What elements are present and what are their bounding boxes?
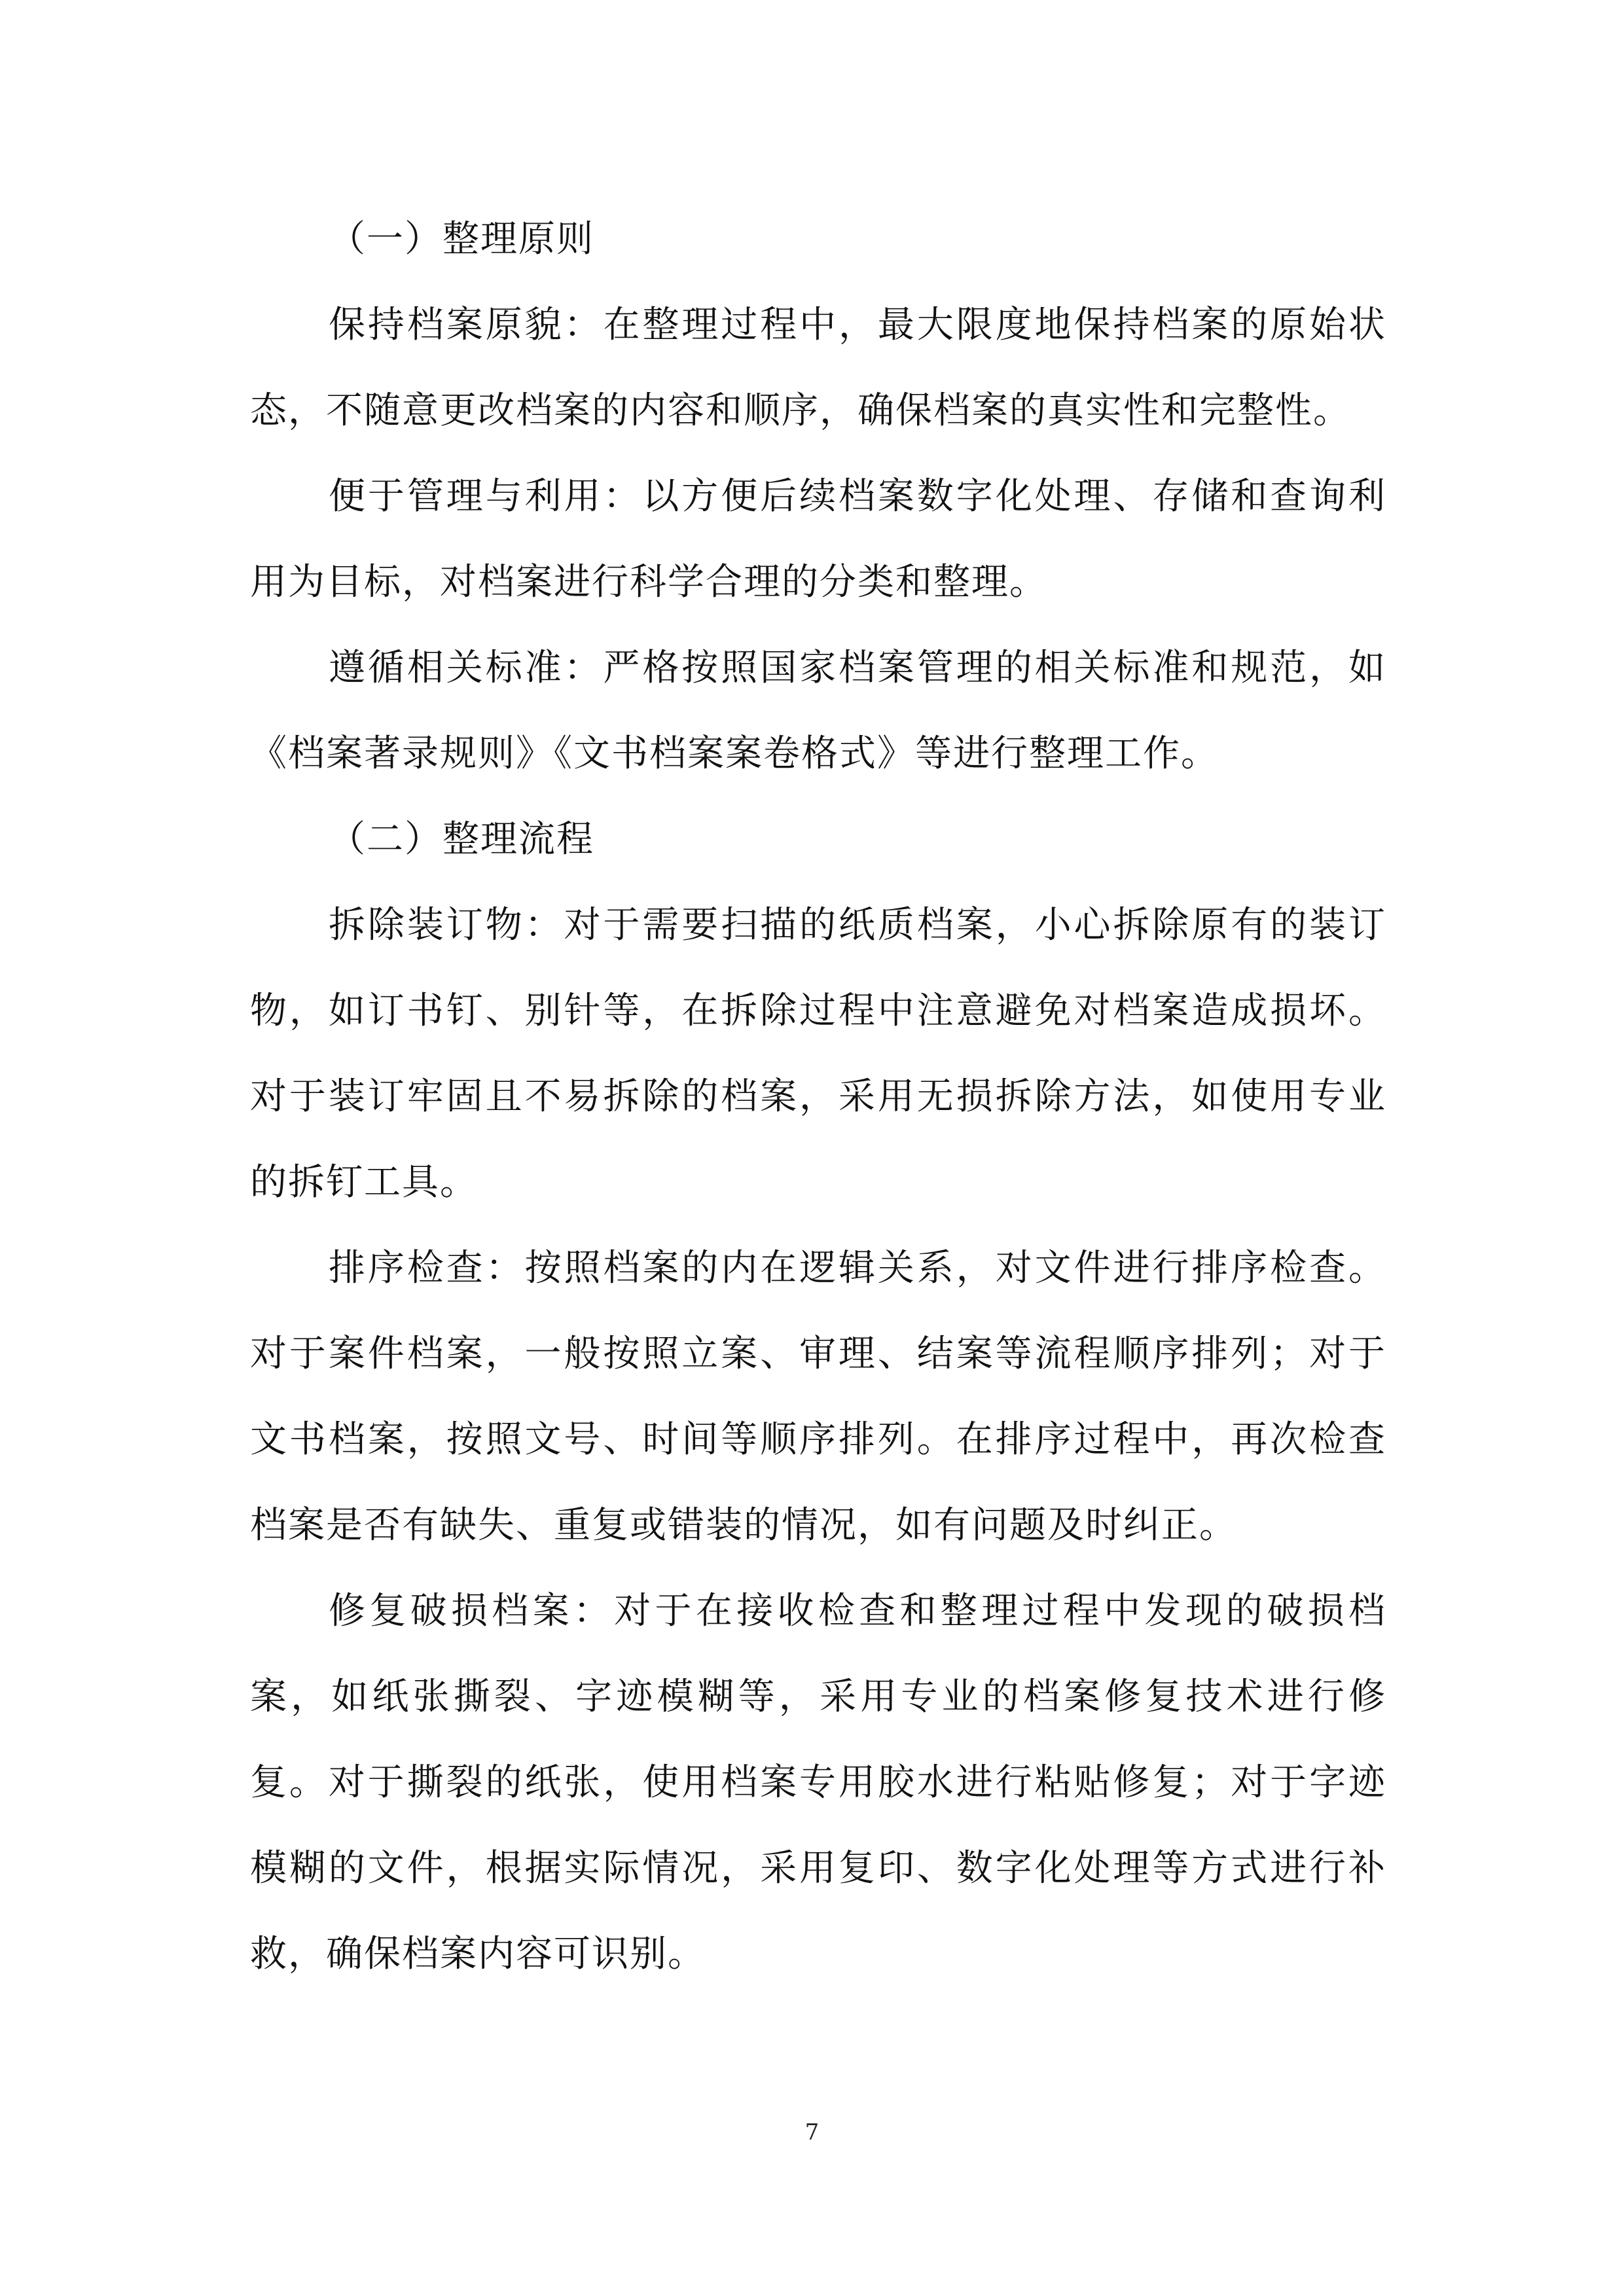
document-body: [250, 196, 1386, 1997]
section-heading-principles: （一）整理原则: [329, 218, 594, 260]
paragraph-remove-bindings: 拆除装订物：对于需要扫描的纸质档案，小心拆除原有的装订物，如订书钉、别针等，在拆除过程中注意避免对档案造成损坏。对于装订牢固且不易拆除的档案，采用无损拆除方法，如使用专业的拆钉工具。: [250, 904, 1386, 1204]
paragraph-sort-check: 排序检查：按照档案的内在逻辑关系，对文件进行排序检查。对于案件档案，一般按照立案、审理、结案等流程顺序排列；对于文书档案，按照文号、时间等顺序排列。在排序过程中，再次检查档案是否有缺失、重复或错装的情况，如有问题及时纠正。: [250, 1247, 1386, 1547]
paragraph-repair-damaged: 修复破损档案：对于在接收检查和整理过程中发现的破损档案，如纸张撕裂、字迹模糊等，采用专业的档案修复技术进行修复。对于撕裂的纸张，使用档案专用胶水进行粘贴修复；对于字迹模糊的文件，根据实际情况，采用复印、数字化处理等方式进行补救，确保档案内容可识别。: [250, 1590, 1386, 1975]
section-heading-process: （二）整理流程: [329, 818, 594, 861]
paragraph-management-use: 便于管理与利用：以方便后续档案数字化处理、存储和查询利用为目标，对档案进行科学合理的分类和整理。: [250, 475, 1386, 603]
paragraph-follow-standards: 遵循相关标准：严格按照国家档案管理的相关标准和规范，如《档案著录规则》《文书档案案卷格式》等进行整理工作。: [250, 647, 1386, 775]
paragraph-preserve-original: 保持档案原貌：在整理过程中，最大限度地保持档案的原始状态，不随意更改档案的内容和顺序，确保档案的真实性和完整性。: [250, 304, 1386, 432]
page-number: 7: [804, 2119, 820, 2145]
